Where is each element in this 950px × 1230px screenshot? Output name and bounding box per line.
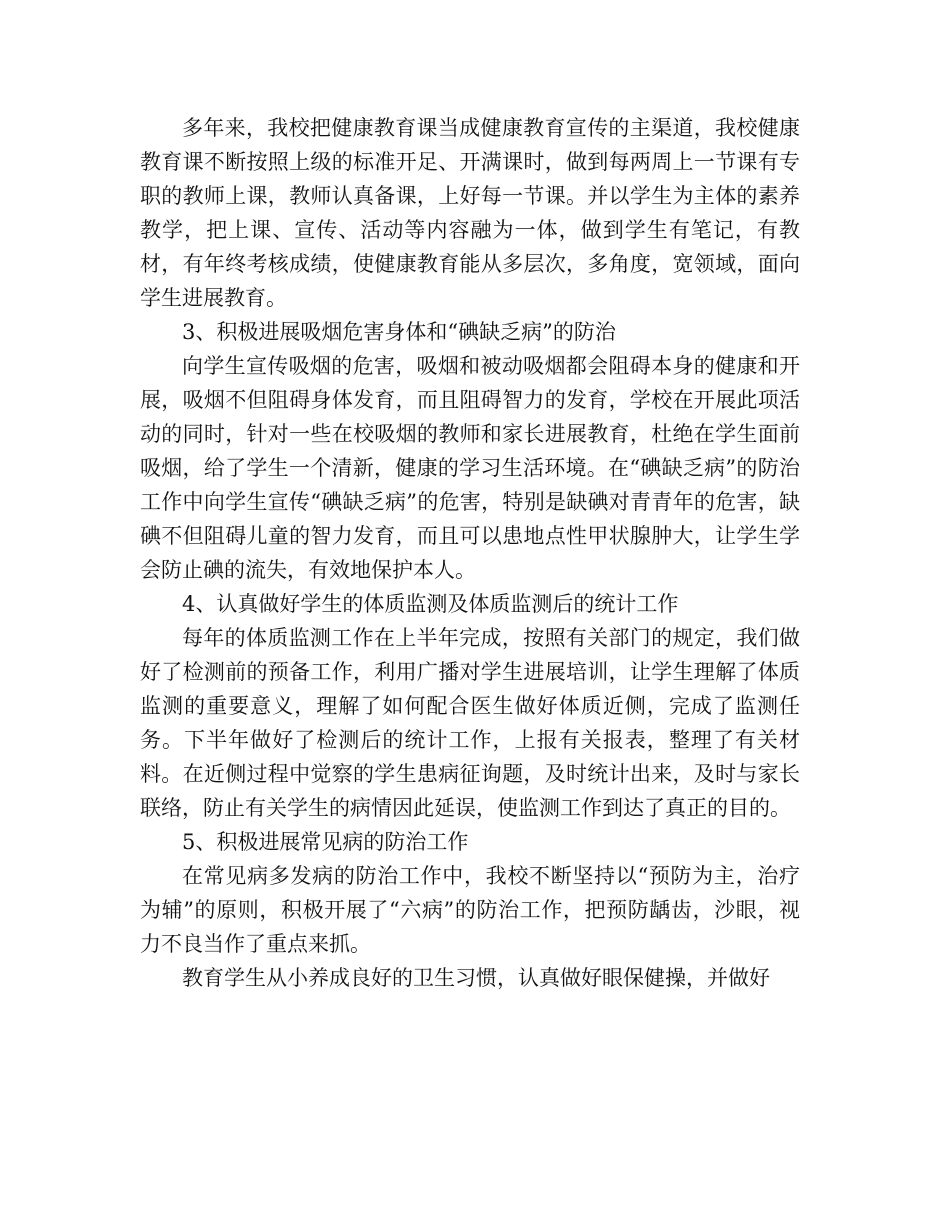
section-heading-physical-monitoring: 4、认真做好学生的体质监测及体质监测后的统计工作 <box>182 592 679 616</box>
paragraph-common-diseases: 在常见病多发病的防治工作中，我校不断坚持以“预防为主，治疗为辅”的原则，积极开展了“六病”的防治工作，把预防龋齿，沙眼，视力不良当作了重点来抓。 <box>140 864 800 956</box>
document-page <box>140 111 800 995</box>
section-heading-smoking-iodine: 3、积极进展吸烟危害身体和“碘缺乏病”的防治 <box>182 320 616 344</box>
paragraph-smoking-iodine: 向学生宣传吸烟的危害，吸烟和被动吸烟都会阻碍本身的健康和开展，吸烟不但阻碍身体发育，而且阻碍智力的发育，学校在开展此项活动的同时，针对一些在校吸烟的教师和家长进展教育，杜绝在学生面前吸烟，给了学生一个清新，健康的学习生活环境。在“碘缺乏病”的防治工作中向学生宣传“碘缺乏病”的危害，特别是缺碘对青青年的危害，缺碘不但阻碍儿童的智力发育，而且可以患地点性甲状腺肿大，让学生学会防止碘的流失，有效地保护本人。 <box>140 354 800 582</box>
paragraph-health-education-course: 多年来，我校把健康教育课当成健康教育宣传的主渠道，我校健康教育课不断按照上级的标准开足、开满课时，做到每两周上一节课有专职的教师上课，教师认真备课，上好每一节课。并以学生为主体的素养教学，把上课、宣传、活动等内容融为一体，做到学生有笔记，有教材，有年终考核成绩，使健康教育能从多层次，多角度，宽领域，面向学生进展教育。 <box>140 116 800 310</box>
paragraph-hygiene-habits: 教育学生从小养成良好的卫生习惯，认真做好眼保健操，并做好 <box>182 966 770 990</box>
section-heading-common-diseases: 5、积极进展常见病的防治工作 <box>182 830 469 854</box>
paragraph-physical-monitoring: 每年的体质监测工作在上半年完成，按照有关部门的规定，我们做好了检测前的预备工作，利用广播对学生进展培训，让学生理解了体质监测的重要意义，理解了如何配合医生做好体质近侧，完成了监测任务。下半年做好了检测后的统计工作，上报有关报表，整理了有关材料。在近侧过程中觉察的学生患病征询题，及时统计出来，及时与家长联络，防止有关学生的病情因此延误，使监测工作到达了真正的目的。 <box>140 626 800 820</box>
